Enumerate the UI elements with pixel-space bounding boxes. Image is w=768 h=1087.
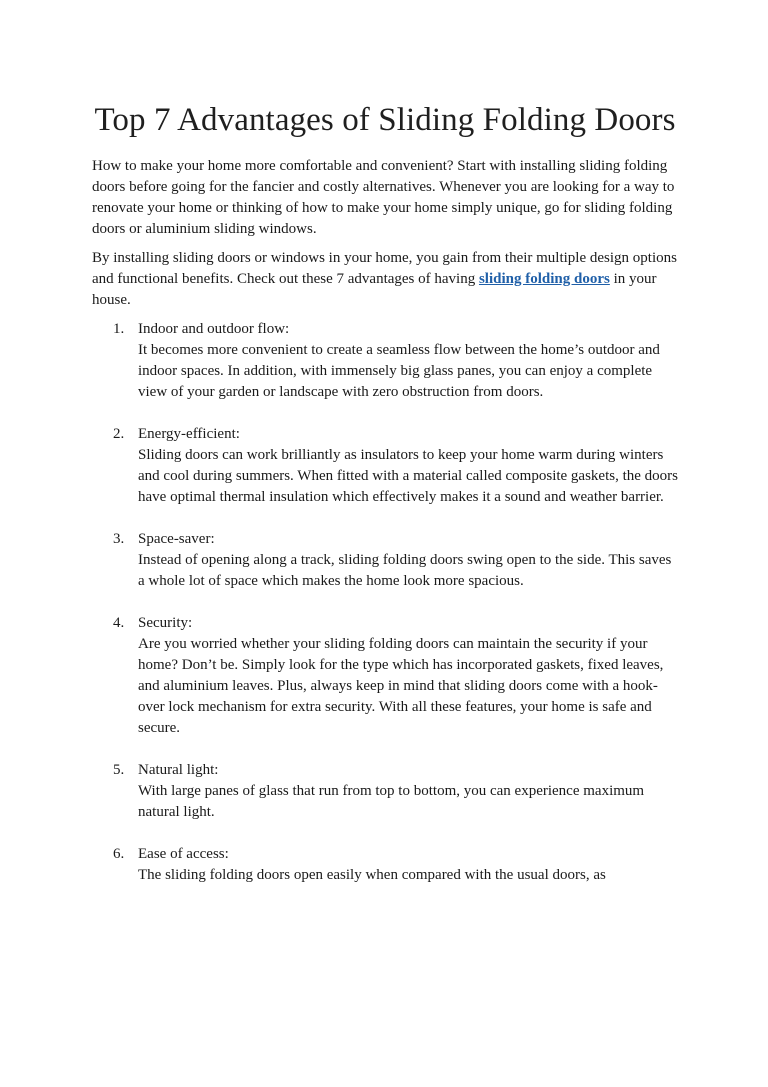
list-item-body: Are you worried whether your sliding folding doors can maintain the security if your home? Don’t be. Simply look for the type which has incorporated gaskets, fixed leaves, and aluminium leaves. Plus, always keep in mind that sliding doors come with a hook-over lock mechanism for extra security. With all these features, your home is safe and secure. <box>138 636 664 736</box>
benefits-text-after: in your house. <box>92 271 657 308</box>
list-item <box>92 319 678 403</box>
list-item-number: 3. <box>113 531 125 547</box>
list-item-heading: Indoor and outdoor flow: <box>138 321 290 337</box>
list-item-body: Instead of opening along a track, sliding folding doors swing open to the side. This saves a whole lot of space which makes the home look more spacious. <box>138 552 672 589</box>
intro-paragraph: How to make your home more comfortable and convenient? Start with installing sliding folding doors before going for the fancier and costly alternatives. Whenever you are looking for a way to renovate your home or thinking of how to make your home simply unique, go for sliding folding doors or aluminium sliding windows. <box>92 158 675 237</box>
list-item-number: 4. <box>113 615 125 631</box>
list-item-body: With large panes of glass that run from top to bottom, you can experience maximum natural light. <box>138 783 645 820</box>
list-item-number: 2. <box>113 426 125 442</box>
document-page <box>92 98 678 907</box>
list-item <box>92 760 678 823</box>
list-item <box>92 424 678 508</box>
list-item-body: It becomes more convenient to create a seamless flow between the home’s outdoor and indoor spaces. In addition, with immensely big glass panes, you can enjoy a complete view of your garden or landscape with zero obstruction from doors. <box>138 342 660 400</box>
benefits-paragraph <box>92 248 678 311</box>
list-item-heading: Space-saver: <box>138 531 215 547</box>
list-item <box>92 529 678 592</box>
page-title: Top 7 Advantages of Sliding Folding Doors <box>94 102 676 138</box>
advantages-list <box>92 319 678 886</box>
list-item-heading: Energy-efficient: <box>138 426 240 442</box>
list-item-body: Sliding doors can work brilliantly as insulators to keep your home warm during winters and cool during summers. When fitted with a material called composite gaskets, the doors have optimal thermal insulation which effectively makes it a sound and weather barrier. <box>138 447 678 505</box>
list-item-heading: Security: <box>138 615 193 631</box>
list-item-number: 6. <box>113 846 125 862</box>
list-item-number: 1. <box>113 321 125 337</box>
list-item-heading: Natural light: <box>138 762 219 778</box>
list-item-number: 5. <box>113 762 125 778</box>
list-item <box>92 844 678 886</box>
sliding-folding-doors-link[interactable]: sliding folding doors <box>478 271 610 287</box>
list-item <box>92 613 678 739</box>
benefits-text-before: By installing sliding doors or windows in your home, you gain from their multiple design options and functional benefits. Check out these 7 advantages of having <box>92 250 677 287</box>
list-item-body: The sliding folding doors open easily when compared with the usual doors, as <box>138 867 606 883</box>
list-item-heading: Ease of access: <box>138 846 229 862</box>
